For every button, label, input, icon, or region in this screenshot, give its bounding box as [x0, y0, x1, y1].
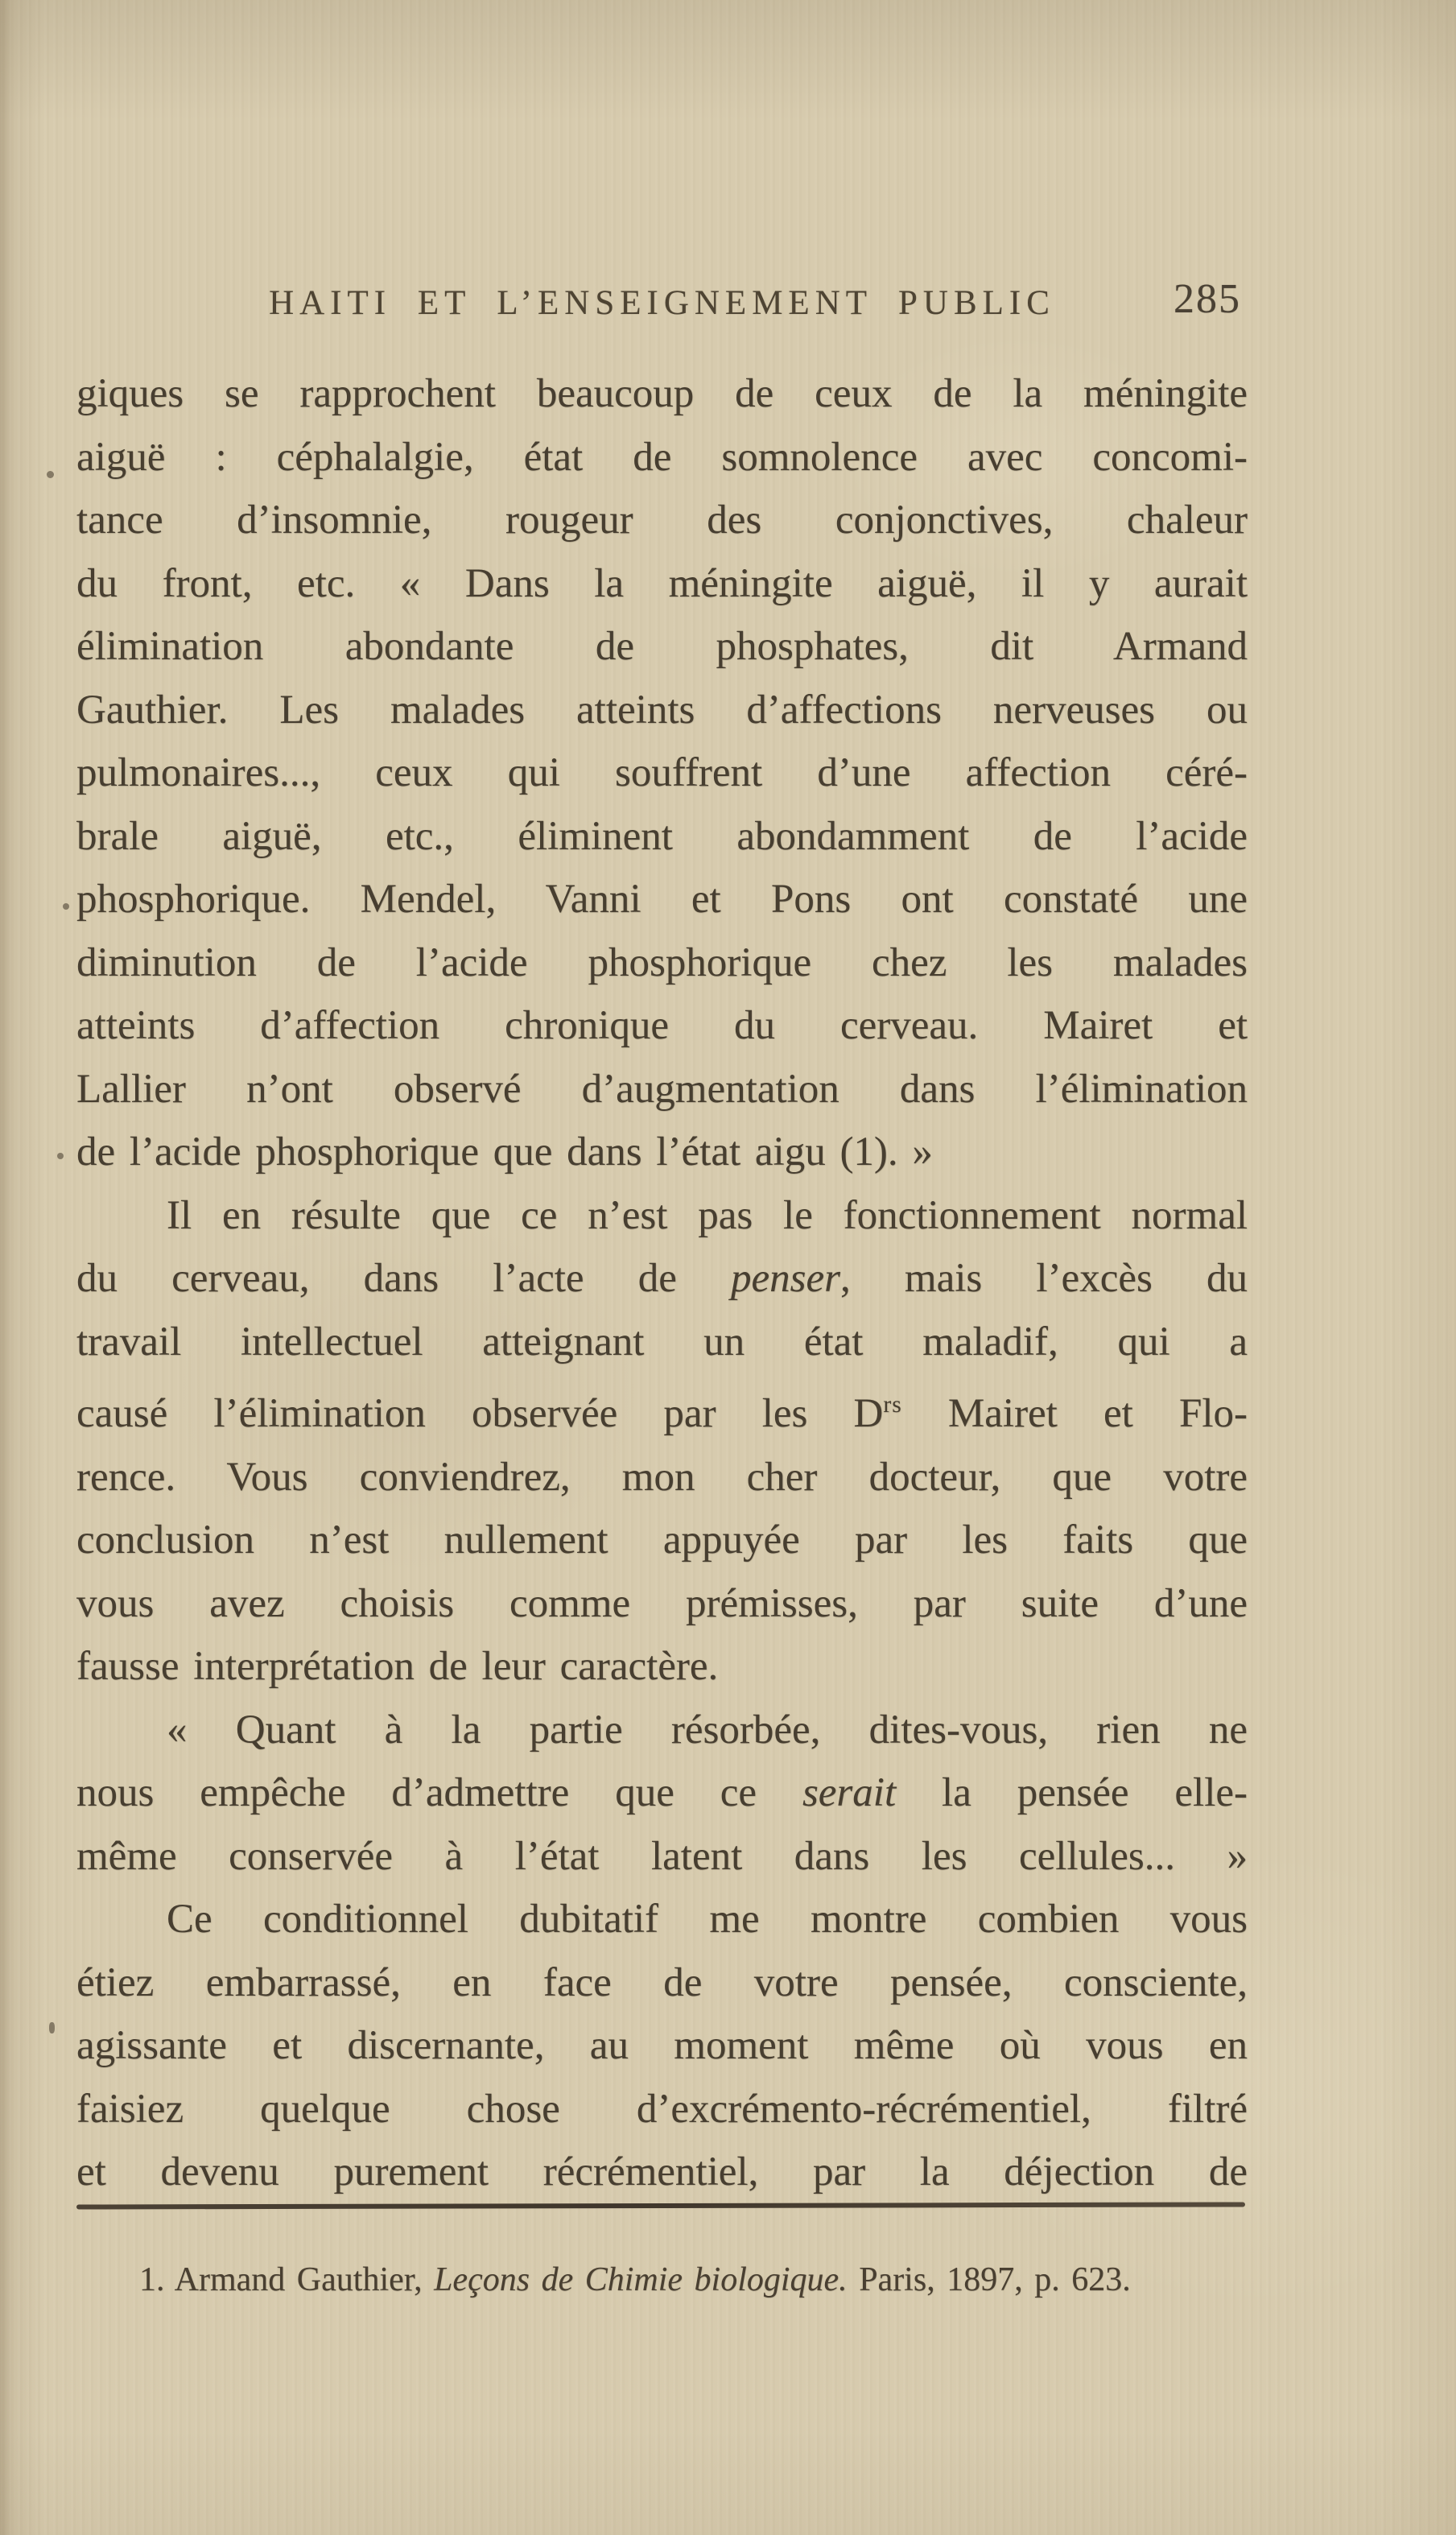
- text-segment: giques se rapprochent beaucoup de ceux de la méningite: [76, 371, 1248, 416]
- text-line: [76, 1825, 1248, 1889]
- text-line: [76, 362, 1248, 426]
- text-segment: , mais l’excès du: [839, 1256, 1248, 1301]
- text-line: [76, 868, 1248, 931]
- text-segment: faisiez quelque chose d’excrémento-récrémentiel, filtré: [76, 2086, 1248, 2132]
- text-segment: Mairet et Flo-: [901, 1391, 1248, 1436]
- text-segment: phosphorique. Mendel, Vanni et Pons ont constaté une: [76, 877, 1248, 922]
- text-segment: pulmonaires..., ceux qui souffrent d’une affection céré-: [76, 750, 1248, 795]
- body-text: [76, 362, 1248, 2204]
- text-line: [76, 805, 1248, 869]
- text-segment: la pensée elle-: [896, 1770, 1248, 1815]
- text-line: [76, 615, 1248, 679]
- text-line: [76, 1121, 1248, 1184]
- text-segment: aiguë : céphalalgie, état de somnolence avec concomi-: [76, 434, 1248, 480]
- page-number: 285: [1173, 276, 1241, 322]
- page-title: HAITI ET L’ENSEIGNEMENT PUBLIC: [269, 284, 1055, 322]
- text-segment: serait: [802, 1770, 897, 1815]
- text-line: [76, 1635, 1248, 1699]
- ink-speck: [63, 903, 69, 910]
- text-segment: conclusion n’est nullement appuyée par les faits que: [76, 1517, 1248, 1563]
- text-line: [76, 994, 1248, 1058]
- text-segment: penser: [731, 1256, 840, 1301]
- running-header: [76, 276, 1248, 332]
- text-segment: atteints d’affection chronique du cerveau. Mairet et: [76, 1003, 1248, 1048]
- footnote: [76, 2257, 1284, 2302]
- text-segment: travail intellectuel atteignant un état maladif, qui a: [76, 1319, 1248, 1365]
- text-segment: élimination abondante de phosphates, dit Armand: [76, 624, 1248, 669]
- ink-speck: [49, 2022, 55, 2033]
- text-segment: Ce conditionnel dubitatif me montre combien vous: [167, 1897, 1248, 1942]
- text-segment: brale aiguë, etc., éliminent abondamment de l’acide: [76, 813, 1248, 859]
- text-line: [76, 1184, 1248, 1248]
- text-segment: rs: [883, 1392, 902, 1418]
- text-line: [76, 2141, 1248, 2204]
- text-segment: de l’acide phosphorique que dans l’état aigu (1). »: [76, 1129, 933, 1175]
- text-segment: fausse interprétation de leur caractère.: [76, 1644, 719, 1689]
- text-line: [76, 1572, 1248, 1636]
- text-line: [76, 679, 1248, 742]
- text-line: [76, 552, 1248, 616]
- text-segment: Paris, 1897, p. 623.: [847, 2261, 1131, 2298]
- text-segment: Leçons de Chimie biologique.: [434, 2261, 848, 2298]
- text-line: [76, 1888, 1248, 1951]
- text-line: [76, 1446, 1248, 1509]
- text-segment: Lallier n’ont observé d’augmentation dans l’élimination: [76, 1066, 1248, 1112]
- text-line: [76, 1509, 1248, 1572]
- text-line: [76, 489, 1248, 552]
- text-line: [76, 1951, 1248, 2015]
- text-segment: « Quant à la partie résorbée, dites-vous, rien ne: [167, 1707, 1248, 1753]
- text-segment: tance d’insomnie, rougeur des conjonctives, chaleur: [76, 498, 1248, 543]
- ink-speck: [57, 1153, 64, 1159]
- text-line: [76, 1373, 1248, 1446]
- text-segment: 1. Armand Gauthier,: [139, 2261, 435, 2298]
- text-segment: et devenu purement récrémentiel, par la déjection de: [76, 2149, 1248, 2194]
- text-line: [76, 1247, 1248, 1311]
- text-line: [76, 1761, 1248, 1825]
- text-segment: Gauthier. Les malades atteints d’affections nerveuses ou: [76, 687, 1248, 733]
- text-line: [76, 1699, 1248, 1762]
- ink-speck: [47, 471, 54, 478]
- text-segment: même conservée à l’état latent dans les cellules... »: [76, 1833, 1248, 1879]
- text-segment: causé l’élimination observée par les D: [76, 1391, 884, 1436]
- text-line: [76, 1058, 1248, 1121]
- text-segment: du front, etc. « Dans la méningite aiguë, il y aurait: [76, 560, 1248, 606]
- text-line: [76, 1311, 1248, 1374]
- text-segment: du cerveau, dans l’acte de: [76, 1256, 732, 1301]
- text-line: [76, 741, 1248, 805]
- text-segment: agissante et discernante, au moment même où vous en: [76, 2023, 1248, 2068]
- text-segment: nous empêche d’admettre que ce: [76, 1770, 802, 1815]
- text-line: [76, 426, 1248, 489]
- text-segment: étiez embarrassé, en face de votre pensée, consciente,: [76, 1959, 1248, 2005]
- text-line: [76, 2078, 1248, 2141]
- text-segment: Il en résulte que ce n’est pas le fonctionnement normal: [167, 1192, 1248, 1238]
- text-segment: diminution de l’acide phosphorique chez les malades: [76, 939, 1248, 985]
- text-segment: vous avez choisis comme prémisses, par suite d’une: [76, 1580, 1248, 1626]
- text-line: [76, 931, 1248, 995]
- text-segment: rence. Vous conviendrez, mon cher docteur, que votre: [76, 1454, 1248, 1500]
- text-line: [76, 2014, 1248, 2078]
